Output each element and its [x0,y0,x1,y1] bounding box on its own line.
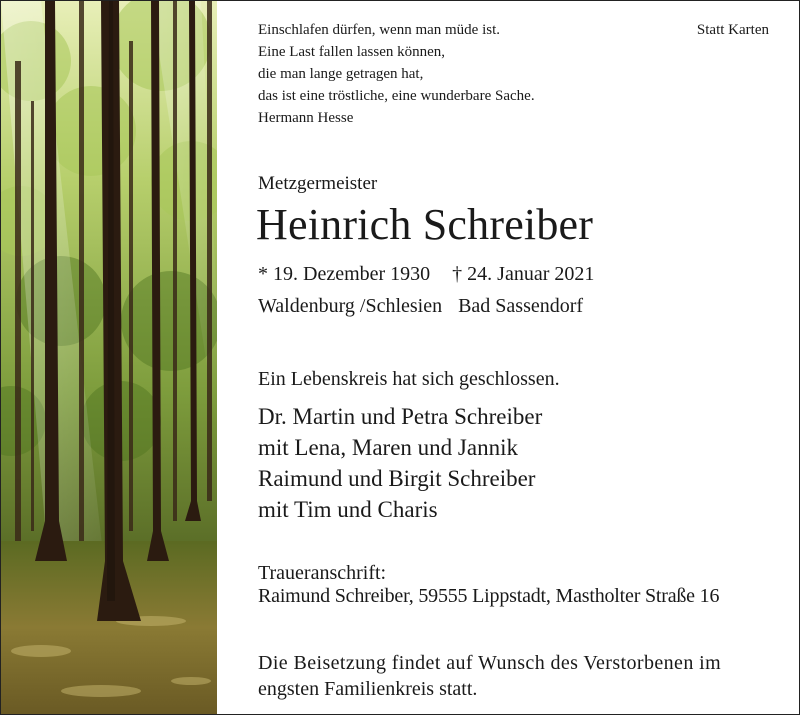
mourner-line: Dr. Martin und Petra Schreiber [258,404,543,429]
burial-notice [258,650,773,702]
mourner-line: Raimund und Birgit Schreiber [258,466,536,491]
notice-line: Die Beisetzung findet auf Wunsch des Verstorbenen im [258,652,722,674]
mourners-list [258,401,542,525]
mourner-line: mit Lena, Maren und Jannik [258,435,518,460]
mourners-intro: Ein Lebenskreis hat sich geschlossen. [258,368,560,390]
birth-date: * 19. Dezember 1930 [258,263,431,285]
poem [258,19,535,129]
poem-line: Eine Last fallen lassen können, [258,44,446,60]
address-label: Traueranschrift: [258,562,387,584]
forest-photo [1,1,217,714]
statt-karten-label: Statt Karten [696,22,769,38]
notice-line: engsten Familienkreis statt. [258,678,478,700]
death-place: Bad Sassendorf [458,295,584,317]
life-places [258,295,583,318]
death-date: † 24. Januar 2021 [452,263,595,285]
poem-line: die man lange getragen hat, [258,66,424,82]
birth-place: Waldenburg /Schlesien [258,295,443,317]
mourner-line: mit Tim und Charis [258,497,438,522]
deceased-name: Heinrich Schreiber [256,200,594,249]
deceased-profession: Metzgermeister [258,173,378,194]
life-dates [258,263,594,286]
address-value: Raimund Schreiber, 59555 Lippstadt, Mastholter Straße 16 [258,585,720,607]
poem-line: das ist eine tröstliche, eine wunderbare Sache. [258,88,535,104]
poem-author: Hermann Hesse [258,110,354,126]
poem-line: Einschlafen dürfen, wenn man müde ist. [258,22,501,38]
